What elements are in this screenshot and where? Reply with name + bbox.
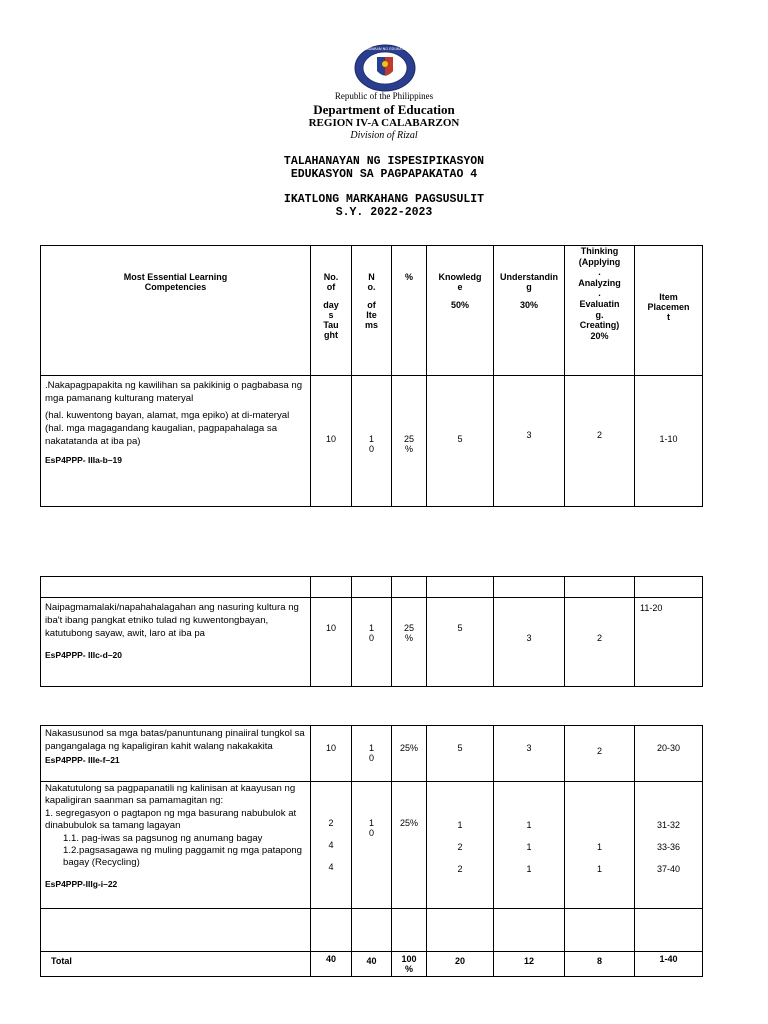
division-line: Division of Rizal — [350, 130, 418, 141]
competency-code: EsP4PPP- IIIa-b–19 — [45, 455, 123, 465]
table-row — [41, 726, 703, 782]
table-row — [41, 598, 703, 687]
understanding-cell: 1 1 1 — [494, 782, 565, 909]
percent-cell: 25 % — [392, 376, 427, 507]
percent-cell: 25 % — [392, 598, 427, 687]
placement-cell: 1-10 — [635, 376, 703, 507]
thinking-cell: 2 — [565, 726, 635, 782]
col-days: No. of day s Tau ght — [311, 246, 352, 376]
table-row — [41, 782, 703, 909]
title-line-3: IKATLONG MARKAHANG PAGSUSULIT — [283, 193, 485, 206]
days-cell: 10 — [311, 726, 352, 782]
col-placement: Item Placemen t — [635, 246, 703, 376]
total-percent: 100 % — [392, 952, 427, 977]
understanding-cell: 3 — [494, 376, 565, 507]
placement-cell: 31-32 33-36 37-40 — [635, 782, 703, 909]
col-knowledge: Knowledg e 50% — [427, 246, 494, 376]
competency-text: .Nakapagpapakita ng kawilihan sa pakikinig o pagbabasa ng mga pamanang kulturang materyal — [45, 380, 303, 404]
spec-table-3 — [40, 725, 703, 977]
header-row — [41, 246, 703, 376]
spec-table-2 — [40, 576, 703, 687]
col-understanding: Understandin g 30% — [494, 246, 565, 376]
republic-line: Republic of the Philippines — [334, 91, 434, 101]
days-cell: 10 — [311, 598, 352, 687]
percent-cell: 25% — [392, 782, 427, 909]
total-knowledge: 20 — [427, 952, 494, 977]
competency-text: (hal. kuwentong bayan, alamat, mga epiko) at di-materyal (hal. mga magagandang kaugalian, pagpapahalaga sa nakatatanda at iba pa) — [45, 410, 290, 447]
blank-row — [41, 909, 703, 952]
knowledge-cell: 1 2 2 — [427, 782, 494, 909]
spec-table-1 — [40, 245, 703, 507]
competency-code: EsP4PPP- IIIe-f–21 — [45, 755, 120, 765]
total-days: 40 — [311, 952, 352, 977]
total-understanding: 12 — [494, 952, 565, 977]
title-line-4: S.Y. 2022-2023 — [335, 206, 433, 219]
thinking-cell: 2 — [565, 376, 635, 507]
competency-code: EsP4PPP- IIIc-d–20 — [45, 650, 123, 660]
knowledge-cell: 5 — [427, 598, 494, 687]
total-label: Total — [41, 952, 311, 977]
blank-row — [41, 577, 703, 598]
knowledge-cell: 5 — [427, 726, 494, 782]
items-cell: 1 0 — [352, 782, 392, 909]
title-line-1: TALAHANAYAN NG ISPESIPIKASYON — [283, 155, 485, 168]
competency-cell — [41, 376, 311, 507]
competency-text: 1. segregasyon o pagtapon ng mga basurang nabubulok at dinabubulok sa tamang lagayan — [45, 807, 297, 832]
competency-text: 1.1. pag-iwas sa pagsunog ng anumang bagay — [63, 832, 263, 844]
competency-text: Naipagmamalaki/napahahalagahan ang nasuring kultura ng iba't ibang pangkat etniko tulad ng kuwentongbayan, katutubong sayaw, awit, laro at iba pa — [45, 602, 299, 639]
col-competencies: Most Essential Learning Competencies — [41, 246, 311, 376]
department-line: Department of Education — [313, 102, 455, 117]
region-line: REGION IV-A CALABARZON — [308, 117, 460, 129]
total-placement: 1-40 — [635, 952, 703, 977]
days-cell: 2 4 4 — [311, 782, 352, 909]
competency-cell — [41, 726, 311, 782]
items-cell: 1 0 — [352, 726, 392, 782]
competency-text: 1.2.pagsasagawa ng muling paggamit ng mga patapong bagay (Recycling) — [63, 845, 302, 869]
understanding-cell: 3 — [494, 598, 565, 687]
percent-cell: 25% — [392, 726, 427, 782]
col-percent: % — [392, 246, 427, 376]
competency-cell — [41, 782, 311, 909]
placement-cell: 20-30 — [635, 726, 703, 782]
understanding-cell: 3 — [494, 726, 565, 782]
total-items: 40 — [352, 952, 392, 977]
deped-seal — [353, 44, 417, 92]
thinking-cell: 1 1 — [565, 782, 635, 909]
competency-code: EsP4PPP-IIIg-i–22 — [45, 878, 118, 889]
title-line-2: EDUKASYON SA PAGPAPAKATAO 4 — [290, 168, 478, 181]
col-items: N o. of Ite ms — [352, 246, 392, 376]
placement-cell: 11-20 — [635, 598, 703, 687]
competency-text: Nakatutulong sa pagpapanatili ng kalinisan at kaayusan ng kapaligiran saanman sa pamamagitan ng: — [45, 783, 296, 807]
knowledge-cell: 5 — [427, 376, 494, 507]
days-cell: 10 — [311, 376, 352, 507]
col-thinking: Thinking (Applying . Analyzing . Evaluatin g. Creating) 20% — [565, 246, 635, 376]
table-row — [41, 376, 703, 507]
competency-text: Nakasusunod sa mga batas/panuntunang pinaiiral tungkol sa pangangalaga ng kapaligiran kahit walang nakakakita — [45, 728, 305, 752]
total-row — [41, 952, 703, 977]
items-cell: 1 0 — [352, 376, 392, 507]
items-cell: 1 0 — [352, 598, 392, 687]
total-thinking: 8 — [565, 952, 635, 977]
thinking-cell: 2 — [565, 598, 635, 687]
seal-text: KAGAWARAN NG EDUKASYON — [358, 47, 412, 51]
competency-cell — [41, 598, 311, 687]
